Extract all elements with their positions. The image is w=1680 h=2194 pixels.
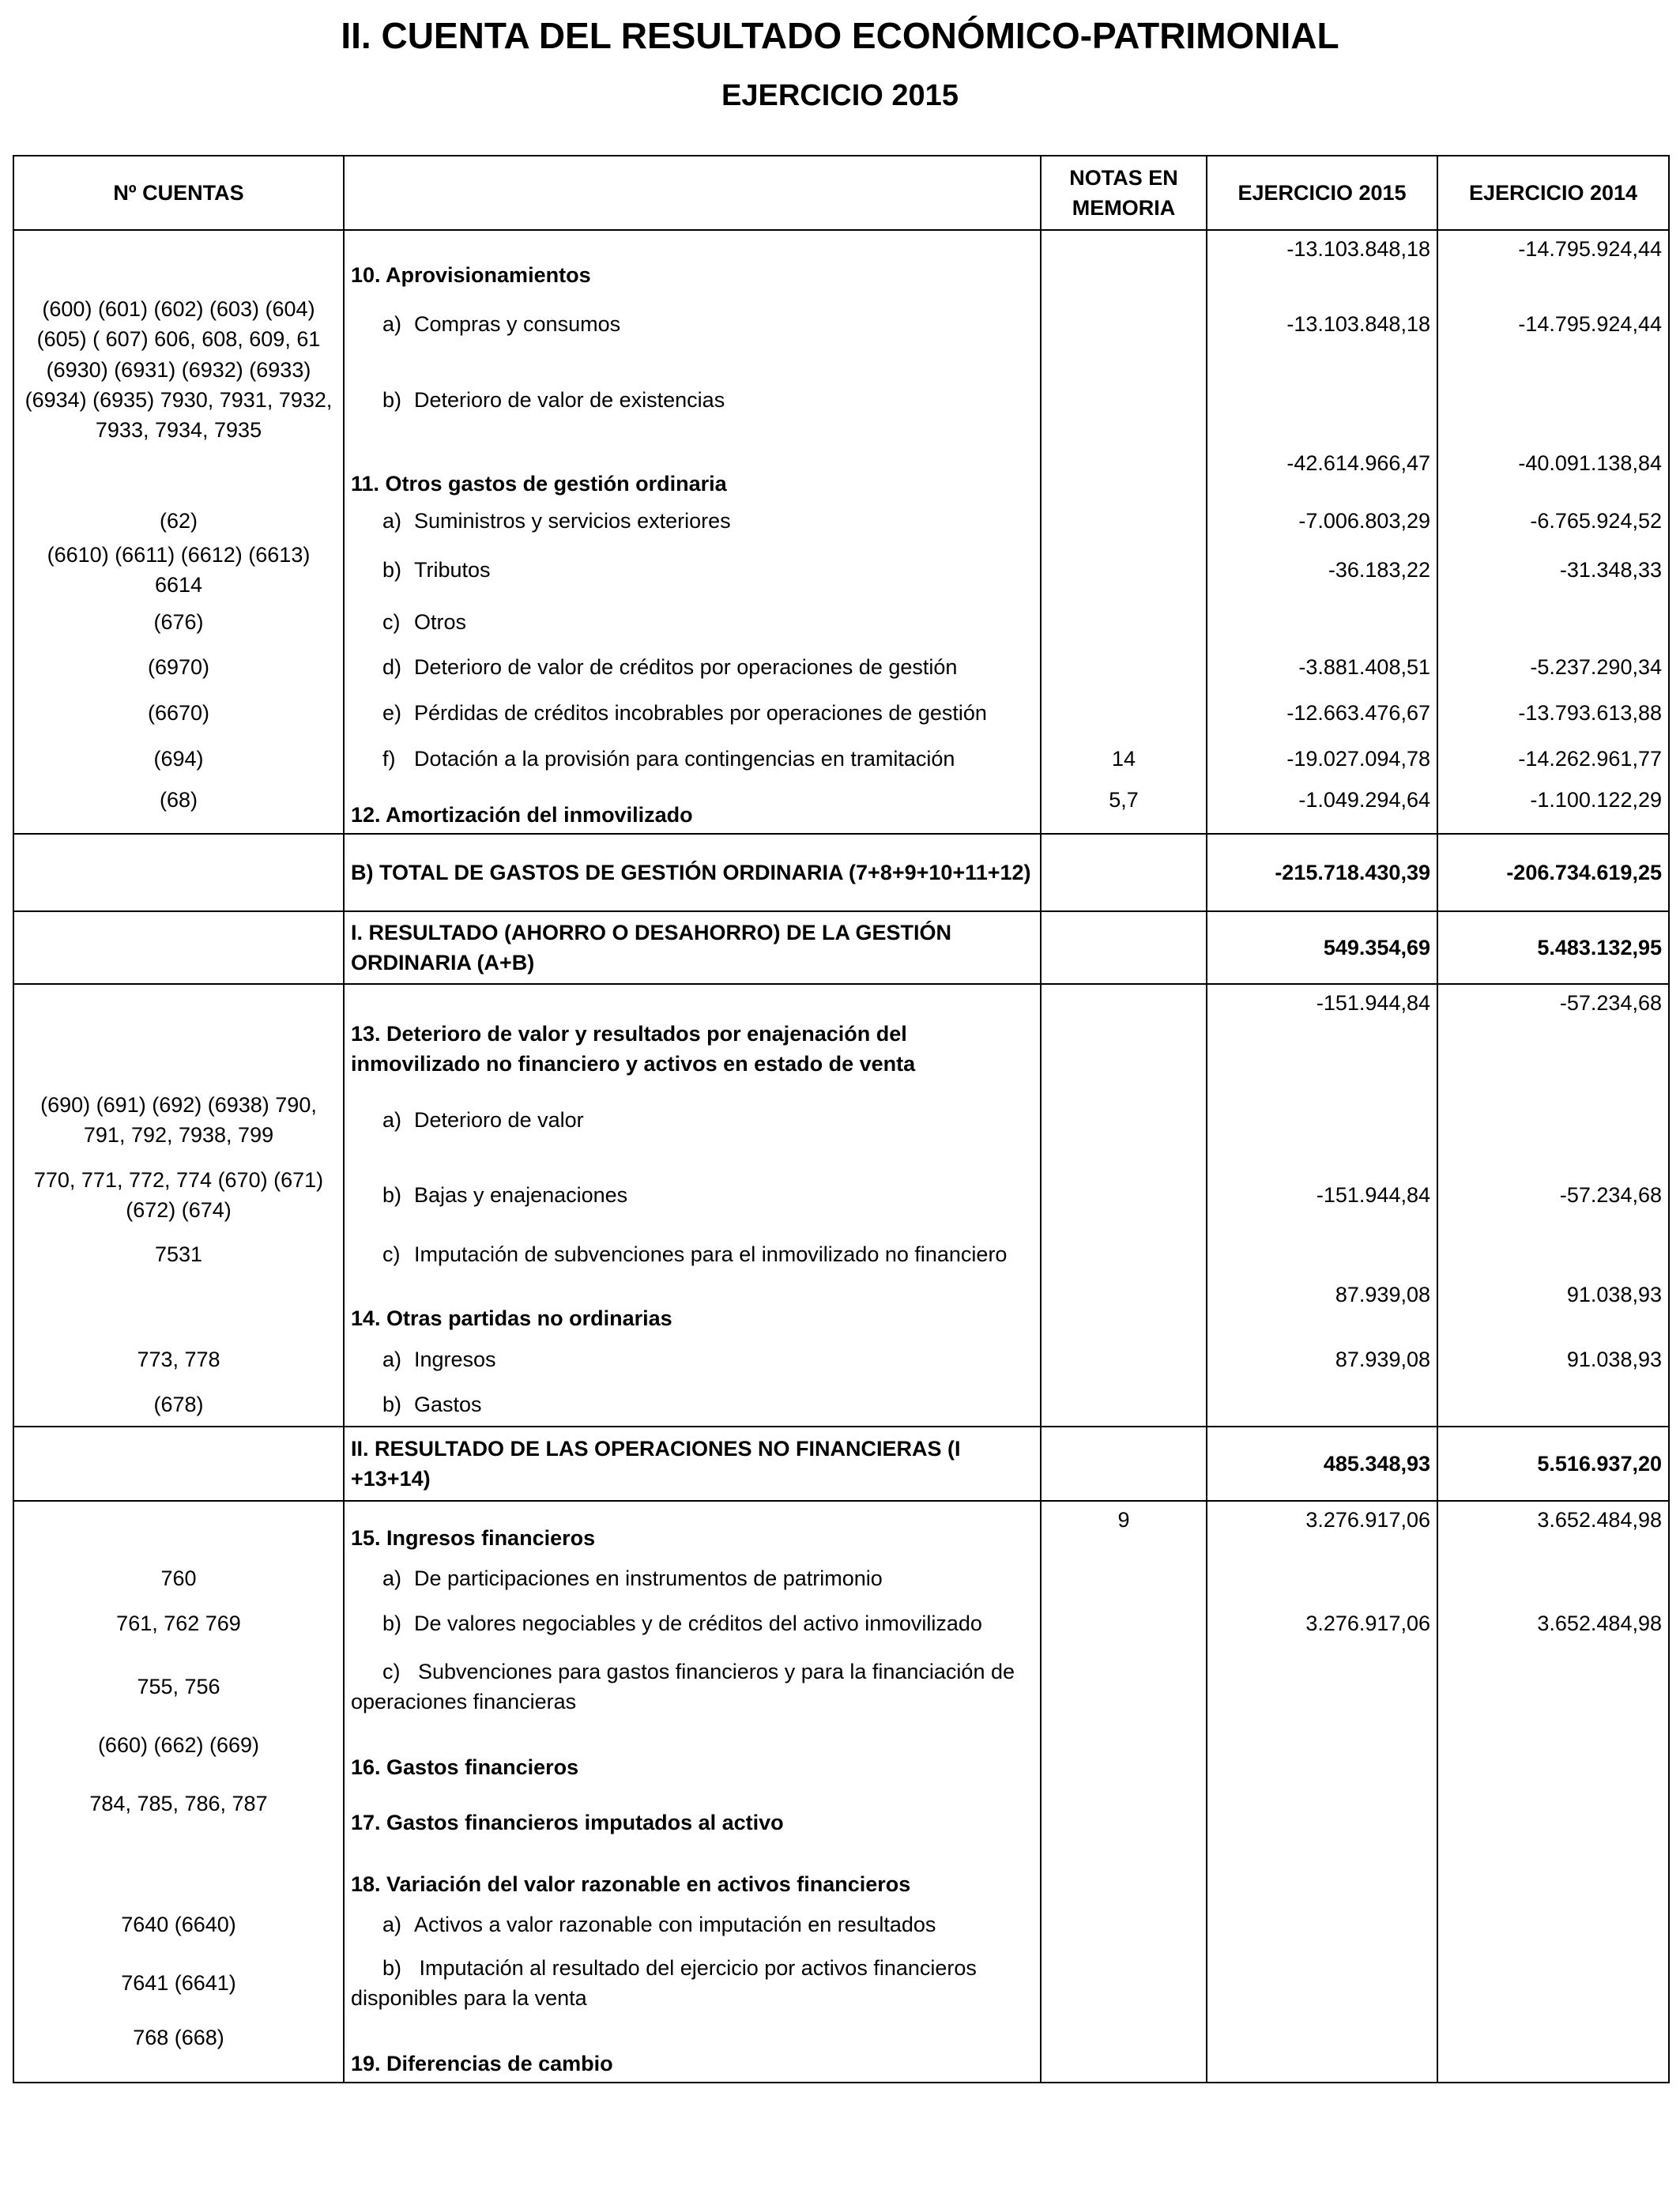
value-2015: -12.663.476,67 [1207,690,1437,736]
account-cell: (678) [13,1382,344,1427]
value-2015: -151.944,84 [1207,984,1437,1082]
table-row [13,540,1669,600]
item-label: Deterioro de valor de existencias [414,388,725,412]
value-2015: -13.103.848,18 [1207,293,1437,355]
value-2014 [1437,1727,1669,1785]
concept-cell [344,690,1041,736]
total-label: B) TOTAL DE GASTOS DE GESTIÓN ORDINARIA (7+8+9+10+11+12) [351,861,1031,884]
item-letter: b) [382,1183,402,1207]
note-cell [1041,1082,1207,1158]
item-label: Imputación al resultado del ejercicio por activos financieros disponibles para la venta [351,1956,977,2010]
item-letter: c) [382,1660,401,1683]
concept-cell [344,1382,1041,1427]
account-cell: (600) (601) (602) (603) (604) (605) ( 607) 606, 608, 609, 61 [13,293,344,355]
note-cell [1041,1158,1207,1232]
concept-cell [344,1841,1041,1902]
item-letter: b) [382,1612,402,1635]
value-2015: -215.718.430,39 [1207,834,1437,911]
concept-cell [344,1276,1041,1336]
item-label: Suministros y servicios exteriores [414,509,731,533]
concept-cell [344,1785,1041,1841]
item-letter: a) [382,509,402,533]
table-row [13,1382,1669,1427]
item-label: Dotación a la provisión para contingencias en tramitación [414,747,955,771]
account-cell [13,984,344,1082]
item-letter: e) [382,701,402,725]
item-letter: b) [382,388,402,412]
item-label: De participaciones en instrumentos de patrimonio [414,1566,883,1590]
value-2015 [1207,1232,1437,1276]
note-cell [1041,690,1207,736]
note-cell [1041,1841,1207,1902]
item-label: Activos a valor razonable con imputación en resultados [414,1913,936,1936]
account-cell: (6670) [13,690,344,736]
item-label: Compras y consumos [414,312,621,336]
concept-cell [344,1158,1041,1232]
note-cell [1041,502,1207,540]
concept-cell [344,1646,1041,1727]
value-2014: 5.483.132,95 [1437,911,1669,984]
item-letter: a) [382,1108,402,1132]
value-2014: -40.091.138,84 [1437,445,1669,502]
table-row [13,782,1669,834]
account-cell: 760 [13,1556,344,1600]
table-row [13,1556,1669,1600]
note-cell [1041,1600,1207,1646]
table-row [13,600,1669,644]
value-2015 [1207,1082,1437,1158]
value-2015: 87.939,08 [1207,1276,1437,1336]
item-label: Subvenciones para gastos financieros y para la financiación de operaciones financieras [351,1660,1015,1713]
value-2015 [1207,1382,1437,1427]
note-cell [1041,1382,1207,1427]
table-row [13,355,1669,445]
table-row [13,1841,1669,1902]
section-heading: 16. Gastos financieros [351,1755,579,1779]
section-heading: 15. Ingresos financieros [351,1526,596,1550]
total-label: II. RESULTADO DE LAS OPERACIONES NO FINANCIERAS (I +13+14) [351,1437,961,1491]
item-letter: b) [382,1956,402,1980]
page-title: II. CUENTA DEL RESULTADO ECONÓMICO-PATRIMONIAL [341,15,1339,56]
item-letter: d) [382,655,402,679]
value-2015 [1207,2019,1437,2083]
account-cell: (6970) [13,644,344,690]
note-cell [1041,230,1207,293]
concept-cell [344,1947,1041,2019]
concept-cell [344,1727,1041,1785]
value-2015: -19.027.094,78 [1207,736,1437,782]
header-notas: NOTAS EN MEMORIA [1041,156,1207,230]
value-2014: -1.100.122,29 [1437,782,1669,834]
value-2015: 3.276.917,06 [1207,1600,1437,1646]
value-2015: -151.944,84 [1207,1158,1437,1232]
table-row [13,1947,1669,2019]
value-2014: -206.734.619,25 [1437,834,1669,911]
table-row [13,1902,1669,1947]
value-2014: -13.793.613,88 [1437,690,1669,736]
table-row [13,736,1669,782]
note-cell [1041,540,1207,600]
note-cell [1041,1276,1207,1336]
account-cell [13,1841,344,1902]
value-2015 [1207,1947,1437,2019]
table-row [13,230,1669,293]
item-label: Deterioro de valor [414,1108,584,1132]
value-2015: -36.183,22 [1207,540,1437,600]
value-2014: 5.516.937,20 [1437,1427,1669,1501]
account-cell [13,1276,344,1336]
account-cell: 773, 778 [13,1336,344,1382]
value-2015: 549.354,69 [1207,911,1437,984]
value-2014: -31.348,33 [1437,540,1669,600]
item-letter: a) [382,1566,402,1590]
section-heading: 12. Amortización del inmovilizado [351,803,693,827]
section-heading: 11. Otros gastos de gestión ordinaria [351,472,727,496]
value-2015 [1207,1646,1437,1727]
item-letter: b) [382,1392,402,1416]
table-row [13,1158,1669,1232]
account-cell [13,1427,344,1501]
value-2015: -42.614.966,47 [1207,445,1437,502]
value-2015 [1207,1556,1437,1600]
note-cell [1041,445,1207,502]
concept-cell [344,1501,1041,1556]
value-2014: -6.765.924,52 [1437,502,1669,540]
account-cell [13,834,344,911]
value-2014: -5.237.290,34 [1437,644,1669,690]
note-cell: 9 [1041,1501,1207,1556]
value-2015 [1207,1785,1437,1841]
table-row [13,1336,1669,1382]
account-cell: (676) [13,600,344,644]
item-letter: a) [382,1348,402,1371]
value-2014: -57.234,68 [1437,1158,1669,1232]
value-2014 [1437,1902,1669,1947]
header-cuentas: Nº CUENTAS [13,156,344,230]
concept-cell [344,834,1041,911]
note-cell [1041,2019,1207,2083]
item-label: Deterioro de valor de créditos por operaciones de gestión [414,655,958,679]
value-2015: -3.881.408,51 [1207,644,1437,690]
item-letter: c) [382,610,401,634]
account-cell [13,230,344,293]
item-label: Ingresos [414,1348,496,1371]
table-row [13,1501,1669,1556]
account-cell [13,911,344,984]
table-row [13,1600,1669,1646]
section-heading: 10. Aprovisionamientos [351,263,591,287]
item-label: Imputación de subvenciones para el inmovilizado no financiero [414,1242,1008,1266]
concept-cell [344,1427,1041,1501]
account-cell: 755, 756 [13,1646,344,1727]
value-2015 [1207,1727,1437,1785]
value-2014 [1437,2019,1669,2083]
header-ejercicio-2014: EJERCICIO 2014 [1437,156,1669,230]
value-2014 [1437,600,1669,644]
account-cell [13,1501,344,1556]
value-2015: 87.939,08 [1207,1336,1437,1382]
total-label: I. RESULTADO (AHORRO O DESAHORRO) DE LA GESTIÓN ORDINARIA (A+B) [351,921,952,974]
header-ejercicio-2015: EJERCICIO 2015 [1207,156,1437,230]
note-cell [1041,600,1207,644]
note-cell [1041,644,1207,690]
account-cell: (68) [13,782,344,834]
page-subtitle: EJERCICIO 2015 [721,79,959,112]
value-2015 [1207,1902,1437,1947]
table-row [13,1232,1669,1276]
section-heading: 18. Variación del valor razonable en activos financieros [351,1872,911,1896]
note-cell [1041,1646,1207,1727]
value-2014 [1437,1382,1669,1427]
concept-cell [344,1556,1041,1600]
note-cell [1041,293,1207,355]
note-cell [1041,834,1207,911]
table-row [13,644,1669,690]
account-cell: (6610) (6611) (6612) (6613) 6614 [13,540,344,600]
concept-cell [344,644,1041,690]
note-cell: 14 [1041,736,1207,782]
table-row [13,293,1669,355]
value-2014: 91.038,93 [1437,1276,1669,1336]
concept-cell [344,736,1041,782]
results-table [13,155,1670,2083]
item-label: Tributos [414,558,491,582]
item-letter: b) [382,558,402,582]
concept-cell [344,540,1041,600]
concept-cell [344,911,1041,984]
item-label: De valores negociables y de créditos del activo inmovilizado [414,1612,982,1635]
item-label: Otros [414,610,467,634]
table-header-row [13,156,1669,230]
note-cell [1041,1785,1207,1841]
account-cell: 770, 771, 772, 774 (670) (671) (672) (674) [13,1158,344,1232]
account-cell: 7641 (6641) [13,1947,344,2019]
value-2014 [1437,1082,1669,1158]
concept-cell [344,293,1041,355]
value-2015: 485.348,93 [1207,1427,1437,1501]
section-heading: 14. Otras partidas no ordinarias [351,1306,672,1330]
item-label: Pérdidas de créditos incobrables por operaciones de gestión [414,701,987,725]
note-cell: 5,7 [1041,782,1207,834]
table-row [13,984,1669,1082]
value-2015: -7.006.803,29 [1207,502,1437,540]
account-cell: 7640 (6640) [13,1902,344,1947]
concept-cell [344,445,1041,502]
account-cell: (6930) (6931) (6932) (6933) (6934) (6935) 7930, 7931, 7932, 7933, 7934, 7935 [13,355,344,445]
table-row [13,1727,1669,1785]
note-cell [1041,355,1207,445]
value-2014 [1437,1841,1669,1902]
item-letter: a) [382,1913,402,1936]
table-row [13,690,1669,736]
item-label: Gastos [414,1392,482,1416]
account-cell [13,445,344,502]
total-row [13,911,1669,984]
value-2014 [1437,1785,1669,1841]
note-cell [1041,1556,1207,1600]
concept-cell [344,1082,1041,1158]
value-2014 [1437,1556,1669,1600]
header-concepto [344,156,1041,230]
value-2015: -1.049.294,64 [1207,782,1437,834]
note-cell [1041,1232,1207,1276]
account-cell: 7531 [13,1232,344,1276]
table-body [13,230,1669,2083]
total-row [13,834,1669,911]
concept-cell [344,2019,1041,2083]
total-row [13,1427,1669,1501]
note-cell [1041,1902,1207,1947]
concept-cell [344,600,1041,644]
value-2014 [1437,355,1669,445]
account-cell: 784, 785, 786, 787 [13,1785,344,1841]
value-2014: 3.652.484,98 [1437,1600,1669,1646]
value-2014 [1437,1947,1669,2019]
concept-cell [344,355,1041,445]
concept-cell [344,502,1041,540]
note-cell [1041,1947,1207,2019]
table-row [13,502,1669,540]
item-letter: c) [382,1242,401,1266]
table-row [13,1785,1669,1841]
table-row [13,445,1669,502]
value-2015: -13.103.848,18 [1207,230,1437,293]
item-letter: f) [382,747,396,771]
note-cell [1041,1336,1207,1382]
account-cell: 768 (668) [13,2019,344,2083]
value-2015 [1207,355,1437,445]
account-cell: (660) (662) (669) [13,1727,344,1785]
table-row [13,1276,1669,1336]
concept-cell [344,230,1041,293]
item-letter: a) [382,312,402,336]
concept-cell [344,984,1041,1082]
value-2015 [1207,1841,1437,1902]
account-cell: (690) (691) (692) (6938) 790, 791, 792, 7938, 799 [13,1082,344,1158]
value-2014 [1437,1232,1669,1276]
value-2014 [1437,1646,1669,1727]
value-2015: 3.276.917,06 [1207,1501,1437,1556]
table-row [13,1646,1669,1727]
concept-cell [344,1902,1041,1947]
concept-cell [344,1232,1041,1276]
value-2014: -14.262.961,77 [1437,736,1669,782]
value-2015 [1207,600,1437,644]
account-cell: (694) [13,736,344,782]
value-2014: 3.652.484,98 [1437,1501,1669,1556]
note-cell [1041,984,1207,1082]
value-2014: 91.038,93 [1437,1336,1669,1382]
note-cell [1041,911,1207,984]
section-heading: 17. Gastos financieros imputados al activo [351,1811,784,1834]
value-2014: -14.795.924,44 [1437,230,1669,293]
table-row [13,2019,1669,2083]
account-cell: 761, 762 769 [13,1600,344,1646]
note-cell [1041,1727,1207,1785]
value-2014: -14.795.924,44 [1437,293,1669,355]
note-cell [1041,1427,1207,1501]
section-heading: 19. Diferencias de cambio [351,2052,613,2075]
account-cell: (62) [13,502,344,540]
concept-cell [344,1336,1041,1382]
table-row [13,1082,1669,1158]
concept-cell [344,1600,1041,1646]
value-2014: -57.234,68 [1437,984,1669,1082]
concept-cell [344,782,1041,834]
item-label: Bajas y enajenaciones [414,1183,628,1207]
section-heading: 13. Deterioro de valor y resultados por enajenación del inmovilizado no financiero y activos en estado de venta [351,1022,916,1076]
